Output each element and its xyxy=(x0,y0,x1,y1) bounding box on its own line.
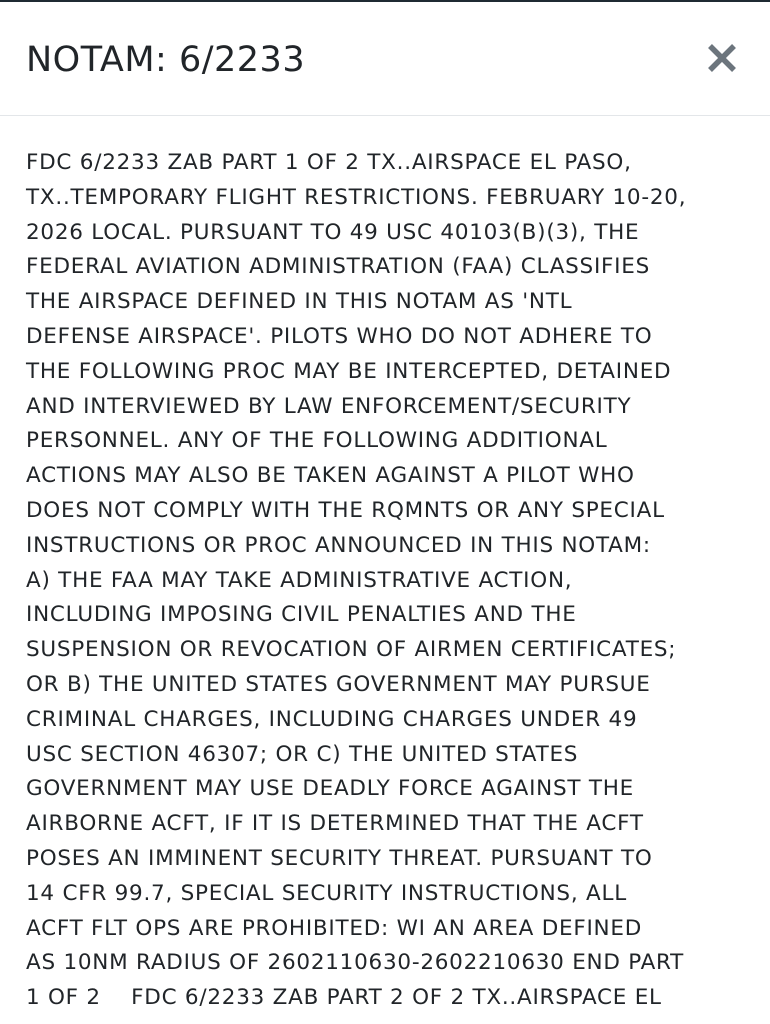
notam-text: FDC 6/2233 ZAB PART 1 OF 2 TX..AIRSPACE EL PASO, TX..TEMPORARY FLIGHT RESTRICTIONS. FEBRUARY 10-20, 2026 LOCAL. PURSUANT TO 49 USC 40103(B)(3), THE FEDERAL AVIATION ADMINISTRATION (FAA) CLASSIFIES THE AIRSPACE DEFINED IN THIS NOTAM AS 'NTL DEFENSE AIRSPACE'. PILOTS WHO DO NOT ADHERE TO THE FOLLOWING PROC MAY BE INTERCEPTED, DETAINED AND INTERVIEWED BY LAW ENFORCEMENT/SECURITY PERSONNEL. ANY OF THE FOLLOWING ADDITIONAL ACTIONS MAY ALSO BE TAKEN AGAINST A PILOT WHO DOES NOT COMPLY WITH THE RQMNTS OR ANY SPECIAL INSTRUCTIONS OR PROC ANNOUNCED IN THIS NOTAM: A) THE FAA MAY TAKE ADMINISTRATIVE ACTION, INCLUDING IMPOSING CIVIL PENALTIES AND THE SUSPENSION OR REVOCATION OF AIRMEN CERTIFICATES; OR B) THE UNITED STATES GOVERNMENT MAY PURSUE CRIMINAL CHARGES, INCLUDING CHARGES UNDER 49 USC SECTION 46307; OR C) THE UNITED STATES GOVERNMENT MAY USE DEADLY FORCE AGAINST THE AIRBORNE ACFT, IF IT IS DETERMINED THAT THE ACFT POSES AN IMMINENT SECURITY THREAT. PURSUANT TO 14 CFR 99.7, SPECIAL SECURITY INSTRUCTIONS, ALL ACFT FLT OPS ARE PROHIBITED: WI AN AREA DEFINED AS 10NM RADIUS OF 2602110630-2602210630 END PART 1 OF 2 FDC 6/2233 ZAB PART 2 OF 2 TX..AIRSPACE EL xyxy=(26,150,687,1011)
modal-body xyxy=(26,146,756,1016)
close-icon xyxy=(696,32,748,84)
modal-header xyxy=(0,2,770,116)
modal-title: NOTAM: 6/2233 xyxy=(26,40,306,80)
close-button[interactable] xyxy=(696,32,748,84)
